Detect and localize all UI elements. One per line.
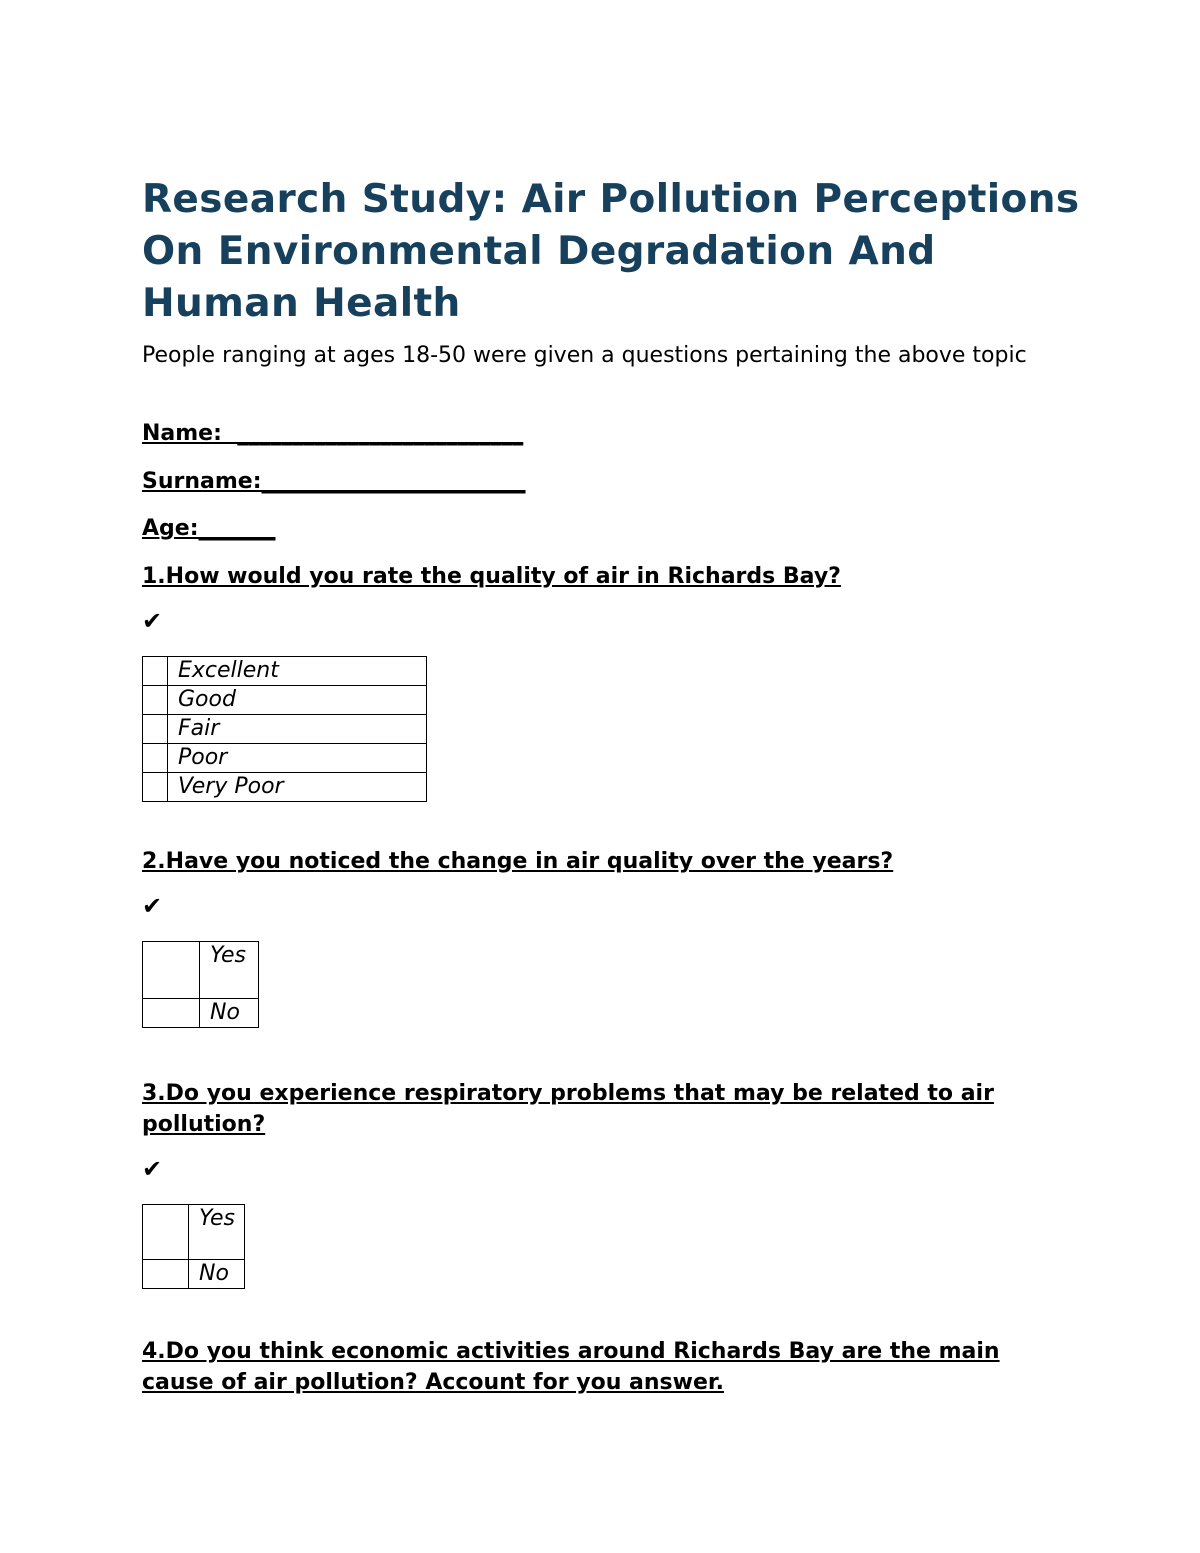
option-label: Good — [168, 686, 427, 715]
option-row — [143, 999, 259, 1028]
surname-field[interactable]: Surname:________________________ — [142, 469, 526, 494]
option-checkbox[interactable] — [143, 1205, 189, 1260]
option-row — [143, 657, 427, 686]
option-label: Fair — [168, 715, 427, 744]
age-field[interactable]: Age:_______ — [142, 516, 276, 541]
question-2-options-table — [142, 941, 259, 1028]
option-label: No — [189, 1260, 245, 1289]
option-checkbox[interactable] — [143, 942, 200, 999]
document-title: Research Study: Air Pollution Perceptions On Environmental Degradation And Human Health — [142, 177, 1080, 326]
check-mark-icon: ✔ — [142, 1155, 163, 1183]
question-3: 3.Do you experience respiratory problems that may be related to air pollution? — [142, 1081, 994, 1137]
option-label: Excellent — [168, 657, 427, 686]
option-label: Yes — [200, 942, 259, 999]
option-row — [143, 715, 427, 744]
option-row — [143, 773, 427, 802]
option-label: Yes — [189, 1205, 245, 1260]
option-checkbox[interactable] — [143, 657, 168, 686]
question-3-options-table — [142, 1204, 245, 1289]
option-row — [143, 686, 427, 715]
intro-paragraph: People ranging at ages 18-50 were given a questions pertaining the above topic — [142, 343, 1027, 368]
question-1-options-table — [142, 656, 427, 802]
option-row — [143, 942, 259, 999]
option-checkbox[interactable] — [143, 686, 168, 715]
option-checkbox[interactable] — [143, 715, 168, 744]
question-2: 2.Have you noticed the change in air quality over the years? — [142, 849, 894, 874]
option-label: No — [200, 999, 259, 1028]
check-mark-icon: ✔ — [142, 892, 163, 920]
question-1: 1.How would you rate the quality of air in Richards Bay? — [142, 564, 841, 589]
option-label: Very Poor — [168, 773, 427, 802]
option-row — [143, 1260, 245, 1289]
option-checkbox[interactable] — [143, 744, 168, 773]
option-checkbox[interactable] — [143, 1260, 189, 1289]
option-checkbox[interactable] — [143, 999, 200, 1028]
check-mark-icon: ✔ — [142, 607, 163, 635]
name-field[interactable]: Name: __________________________ — [142, 421, 524, 446]
option-row — [143, 744, 427, 773]
question-4: 4.Do you think economic activities around Richards Bay are the main cause of air pollution? Account for you answer. — [142, 1339, 1000, 1395]
option-checkbox[interactable] — [143, 773, 168, 802]
option-label: Poor — [168, 744, 427, 773]
option-row — [143, 1205, 245, 1260]
